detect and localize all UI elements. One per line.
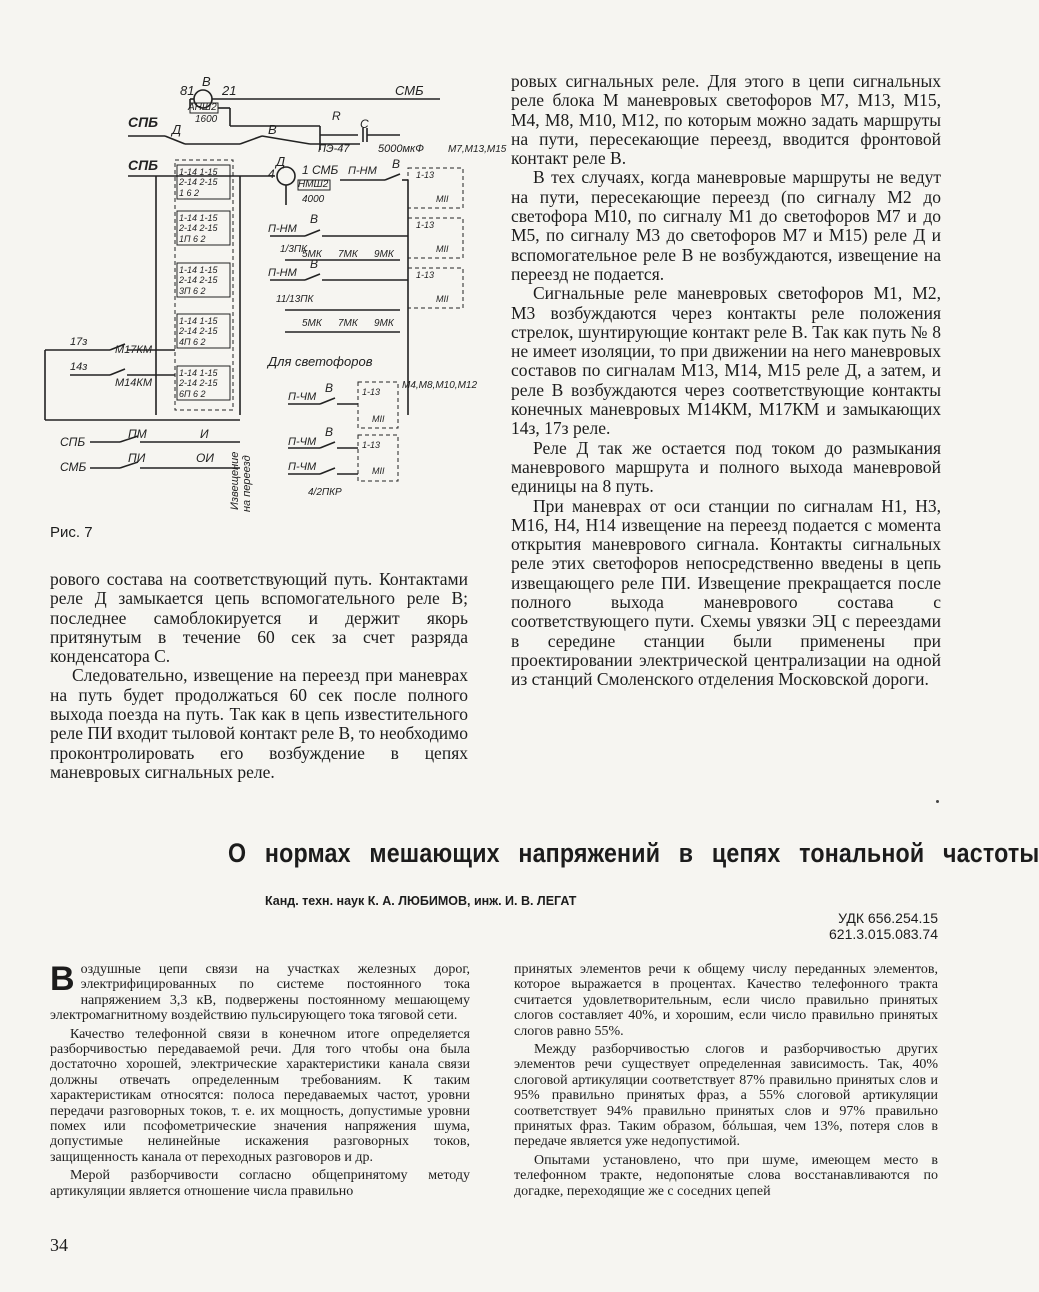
udc-line: 621.3.015.083.74 bbox=[829, 926, 938, 942]
fig-label: 1-13 bbox=[362, 440, 381, 450]
fig-label: П-НМ bbox=[268, 267, 297, 279]
fig-label: 1-13 bbox=[416, 270, 435, 280]
fig-label: АНШ2 bbox=[188, 102, 217, 113]
block-label: 6П 6 2 bbox=[179, 389, 206, 399]
fig-label: Извещение bbox=[229, 451, 241, 510]
paragraph: Следовательно, извещение на переезд при маневрах на путь будет продолжаться 60 сек после полного выхода поезда на путь. Так как в цепь известительного реле ПИ входит тыловой контакт реле В, то необходимо проконтролировать его возбуждение в цепях маневровых сигнальных реле. bbox=[50, 665, 469, 782]
fig-label: 21 bbox=[222, 83, 237, 98]
block-label: 2-14 2-15 bbox=[179, 177, 218, 187]
paragraph: Качество телефонной связи в конечном итоге определяется разборчивостью передаваемой речи. Для того чтобы она была достаточно хорошей, электрические характеристики канала связи должны отвечать определенным требованиям. К таким характеристикам относятся: полоса передаваемых частот, уровни передачи разговорных токов, т. е. их мощность, допустимые уровни помех или псофометрические значения напряжения шума, допустимые нелинейные искажения разговорных токов, защищенность канала от переходных разговоров и др. bbox=[50, 1026, 470, 1165]
block-label: 1-14 1-15 bbox=[179, 265, 218, 275]
fig-label: Для светофоров bbox=[268, 354, 373, 369]
fig-label: Д bbox=[276, 154, 286, 169]
article-column-left bbox=[50, 962, 470, 1199]
fig-label: И bbox=[200, 427, 209, 441]
circuit-figure bbox=[40, 70, 507, 535]
block-label: 3П 6 2 bbox=[179, 286, 206, 296]
block-label: 1-14 1-15 bbox=[179, 167, 218, 177]
paragraph-text: оздушные цепи связи на участках железных дорог, электрифицированных по системе постоянного тока напряжением 3,3 кВ, подвержены постоянному мешающему электромагнитному воздействию пульсирующего тока тяговой сети. bbox=[50, 962, 470, 1024]
fig-label: 1-13 bbox=[362, 387, 381, 397]
fig-label: СМБ bbox=[395, 83, 424, 98]
paragraph: рового состава на соответствующий путь. Контактами реле Д замыкается цепь вспомогательного реле В; последнее самоблокируется и держит якорь притянутым в течение 60 сек за счет разряда конденсатора С. bbox=[50, 569, 468, 667]
fig-label: С bbox=[360, 117, 369, 131]
fig-label: 7МК bbox=[338, 249, 358, 260]
fig-label: В bbox=[310, 257, 319, 271]
fig-label: МII bbox=[372, 414, 385, 424]
paragraph: Реле Д так же остается под током до размыкания маневрового маршрута и полного выхода маневровой единицы на 8 путь. bbox=[511, 437, 941, 497]
fig-label: 4 bbox=[268, 167, 275, 181]
fig-label: МII bbox=[436, 244, 449, 254]
fig-label: МII bbox=[436, 194, 449, 204]
fig-label: СПБ bbox=[128, 157, 159, 173]
fig-label: П-НМ bbox=[268, 223, 297, 235]
paragraph: ровых сигнальных реле. Для этого в цепи сигнальных реле блока М маневровых светофоров М7, М13, М15, М4, М8, М10, М12, по которым можно задать маршруты на пути, пересекающие переезд, вводится фронтовой контакт реле В. bbox=[511, 71, 941, 169]
fig-label: 7МК bbox=[338, 318, 358, 329]
fig-label: Д bbox=[172, 122, 182, 137]
fig-label: 9МК bbox=[374, 249, 394, 260]
paragraph: Опытами установлено, что при шуме, имеющем место в телефонном тракте, недопонятые слова восстанавливаются по догадке, переходящие же с соседних цепей bbox=[514, 1152, 938, 1199]
fig-label: 9МК bbox=[374, 318, 394, 329]
fig-label: 5000мкФ bbox=[378, 143, 424, 155]
block-label: 4П 6 2 bbox=[179, 337, 206, 347]
fig-label: 1-13 bbox=[416, 170, 435, 180]
fig-label: В bbox=[202, 74, 211, 89]
block-label: 1-14 1-15 bbox=[179, 213, 218, 223]
fig-label: 14з bbox=[70, 361, 88, 373]
block-label: 2-14 2-15 bbox=[179, 378, 218, 388]
article-authors: Канд. техн. наук К. А. ЛЮБИМОВ, инж. И. В. ЛЕГАТ bbox=[265, 894, 577, 908]
fig-label: В bbox=[325, 425, 334, 439]
fig-label: ОИ bbox=[196, 451, 214, 465]
block-label: 2-14 2-15 bbox=[179, 275, 218, 285]
fig-label: 1 bbox=[302, 163, 309, 177]
fig-label: П-ЧМ bbox=[288, 461, 317, 473]
fig-label: 4/2ПКР bbox=[308, 487, 342, 498]
block-label: 1-14 1-15 bbox=[179, 368, 218, 378]
fig-label: МII bbox=[436, 294, 449, 304]
fig-label: М4,М8,М10,М12 bbox=[402, 380, 478, 391]
print-dot bbox=[936, 800, 939, 803]
fig-label: 11/13ПК bbox=[276, 294, 314, 305]
fig-label: В bbox=[268, 122, 277, 137]
fig-label: П-ЧМ bbox=[288, 436, 317, 448]
fig-label: П-ЧМ bbox=[288, 391, 317, 403]
text-column-left-mid bbox=[50, 570, 468, 782]
fig-label: 1-13 bbox=[416, 220, 435, 230]
block-label: 2-14 2-15 bbox=[179, 326, 218, 336]
udc-line: УДК 656.254.15 bbox=[838, 910, 938, 926]
fig-label: М7,М13,М15 bbox=[448, 144, 507, 155]
fig-label: R bbox=[332, 109, 341, 123]
paragraph: При маневрах от оси станции по сигналам Н1, Н3, М16, Н4, Н14 извещение на переезд подается с момента открытия маневрового сигнала. Контакты сигнальных реле этих светофоров непосредственно введены в цепь извещающего реле ПИ. Извещение прекращается после полного выхода маневрового состава с соответствующего пути. Схемы увязки ЭЦ с переездами в середине станции были применены при проектировании электрической централизации на одной из станций Смоленского отделения Московской дороги. bbox=[511, 495, 941, 690]
fig-label: М14КМ bbox=[115, 377, 153, 389]
fig-label: СМБ bbox=[312, 163, 339, 177]
drop-cap: В bbox=[50, 960, 75, 998]
block-label: 1 6 2 bbox=[179, 188, 200, 198]
fig-label: В bbox=[392, 157, 401, 171]
paragraph bbox=[50, 962, 470, 1024]
page-number: 34 bbox=[50, 1235, 68, 1255]
fig-label: СПБ bbox=[60, 435, 86, 449]
fig-label: НМШ2 bbox=[298, 179, 329, 190]
fig-label: МII bbox=[372, 466, 385, 476]
paragraph: принятых элементов речи к общему числу переданных элементов, которое выражается в процентах. Качество телефонного тракта считается удовлетворительным, если число правильно принятых слогов составляет 40%, и хорошим, если число правильно принятых слогов равно 55%. bbox=[514, 962, 938, 1039]
fig-label: СМБ bbox=[60, 460, 87, 474]
fig-label: В bbox=[310, 212, 319, 226]
fig-label: М17КМ bbox=[115, 344, 153, 356]
article-title: О нормах мешающих напряжений в цепях тональной частоты bbox=[228, 838, 1039, 868]
fig-label: В bbox=[325, 381, 334, 395]
fig-label: 81 bbox=[180, 83, 195, 98]
circuit-diagram bbox=[40, 70, 507, 535]
text-column-right-top bbox=[511, 72, 941, 690]
fig-label: СПБ bbox=[128, 114, 159, 130]
udc-code bbox=[829, 910, 938, 942]
fig-label: на переезд bbox=[241, 455, 253, 512]
paragraph: В тех случаях, когда маневровые маршруты не ведут на пути, пересекающие переезд (по сигналу М2 до светофора М10, по сигналу М1 до светофоров М7 и до М5, по сигналу М3 до светофоров М7 и М15) реле Д и вспомогательное реле В не возбуждаются, извещение на переезд не подается. bbox=[511, 167, 941, 284]
block-label: 1П 6 2 bbox=[179, 234, 206, 244]
fig-label: ПМ bbox=[128, 427, 147, 441]
fig-label: 1/3ПК bbox=[280, 244, 308, 255]
fig-label: 5МК bbox=[302, 249, 322, 260]
fig-label: 5МК bbox=[302, 318, 322, 329]
block-label: 2-14 2-15 bbox=[179, 223, 218, 233]
paragraph: Сигнальные реле маневровых светофоров М1, М2, М3 возбуждаются через контакты реле положения стрелок, шунтирующие контакт реле В. Так как путь № 8 не имеет изоляции, то при движении на него маневровых составов по сигналам М13, М14, М15 реле Д, а затем, и реле В возбуждаются через соответствующие контакты конечных маневровых М14КМ, М17КМ и замыкающих 14з, 17з реле. bbox=[511, 283, 941, 439]
paragraph: Мерой разборчивости согласно общепринятому методу артикуляции является отношение числа правильно bbox=[50, 1168, 470, 1199]
block-label: 1-14 1-15 bbox=[179, 316, 218, 326]
fig-label: 17з bbox=[70, 336, 88, 348]
fig-label: П-НМ bbox=[348, 165, 377, 177]
fig-label: ПИ bbox=[128, 451, 146, 465]
fig-label: ПЭ-47 bbox=[318, 143, 350, 155]
figure-caption: Рис. 7 bbox=[50, 524, 93, 541]
article-column-right bbox=[514, 962, 938, 1199]
fig-label: 1600 bbox=[195, 114, 218, 125]
fig-label: 4000 bbox=[302, 194, 325, 205]
paragraph: Между разборчивостью слогов и разборчивостью других элементов речи существует определенная зависимость. Так, 40% слоговой артикуляции соответствует 87% правильно принятых слов и 95% правильно принятых фраз, а 55% слоговой артикуляции соответствует 94% правильно принятых слов и 97% правильно принятых фраз. Таким образом, бóльшая, чем 13%, потеря слов в передаче является уже недопустимой. bbox=[514, 1042, 938, 1150]
